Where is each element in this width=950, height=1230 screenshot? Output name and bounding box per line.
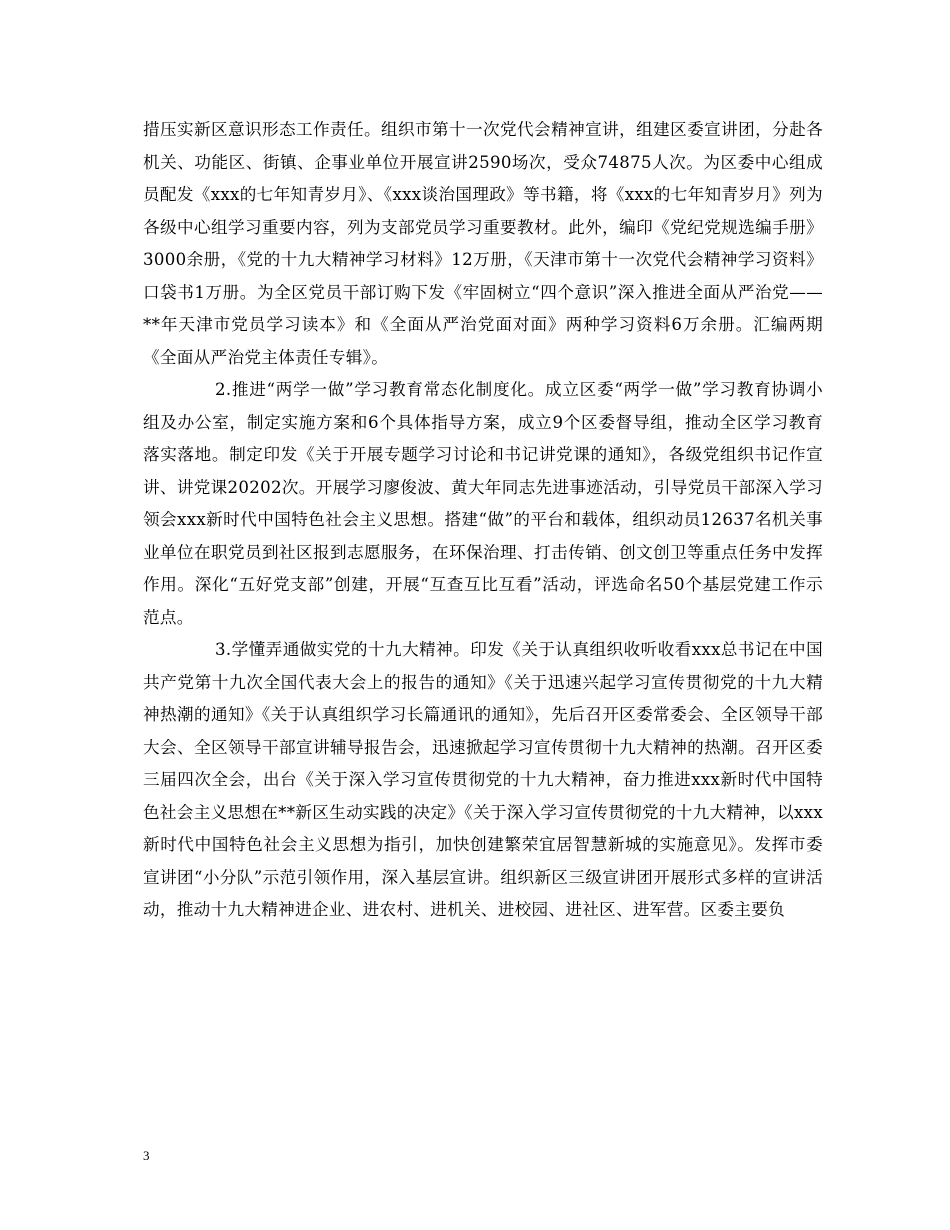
paragraph-item-2: 2.推进“两学一做”学习教育常态化制度化。成立区委“两学一做”学习教育协调小组及办公室，制定实施方案和6个具体指导方案，成立9个区委督导组，推动全区学习教育落实落地。制定印发《关于开展专题学习讨论和书记讲党课的通知》，各级党组织书记作宣讲、讲党课20202次。开展学习廖俊波、黄大年同志先进事迹活动，引导党员干部深入学习领会xxx新时代中国特色社会主义思想。搭建“做”的平台和载体，组织动员12637名机关事业单位在职党员到社区报到志愿服务，在环保治理、打击传销、创文创卫等重点任务中发挥作用。深化“五好党支部”创建，开展“互查互比互看”活动，评选命名50个基层党建工作示范点。 [143,380,823,627]
body-text [143,114,823,927]
paragraph-continuation: 措压实新区意识形态工作责任。组织市第十一次党代会精神宣讲，组建区委宣讲团，分赴各机关、功能区、街镇、企事业单位开展宣讲2590场次，受众74875人次。为区委中心组成员配发《xxx的七年知青岁月》、《xxx谈治国理政》等书籍，将《xxx的七年知青岁月》列为各级中心组学习重要内容，列为支部党员学习重要教材。此外，编印《党纪党规选编手册》3000余册，《党的十九大精神学习材料》12万册，《天津市第十一次党代会精神学习资料》口袋书1万册。为全区党员干部订购下发《牢固树立“四个意识”深入推进全面从严治党——**年天津市党员学习读本》和《全面从严治党面对面》两种学习资料6万余册。汇编两期《全面从严治党主体责任专辑》。 [143,120,823,367]
page-number: 3 [143,1148,150,1163]
paragraph-item-3: 3.学懂弄通做实党的十九大精神。印发《关于认真组织收听收看xxx总书记在中国共产党第十九次全国代表大会上的报告的通知》《关于迅速兴起学习宣传贯彻党的十九大精神热潮的通知》《关于认真组织学习长篇通讯的通知》，先后召开区委常委会、全区领导干部大会、全区领导干部宣讲辅导报告会，迅速掀起学习宣传贯彻十九大精神的热潮。召开区委三届四次全会，出台《关于深入学习宣传贯彻党的十九大精神，奋力推进xxx新时代中国特色社会主义思想在**新区生动实践的决定》《关于深入学习宣传贯彻党的十九大精神，以xxx新时代中国特色社会主义思想为指引，加快创建繁荣宜居智慧新城的实施意见》。发挥市委宣讲团“小分队”示范引领作用，深入基层宣讲。组织新区三级宣讲团开展形式多样的宣讲活动，推动十九大精神进企业、进农村、进机关、进校园、进社区、进军营。区委主要负 [143,640,823,919]
